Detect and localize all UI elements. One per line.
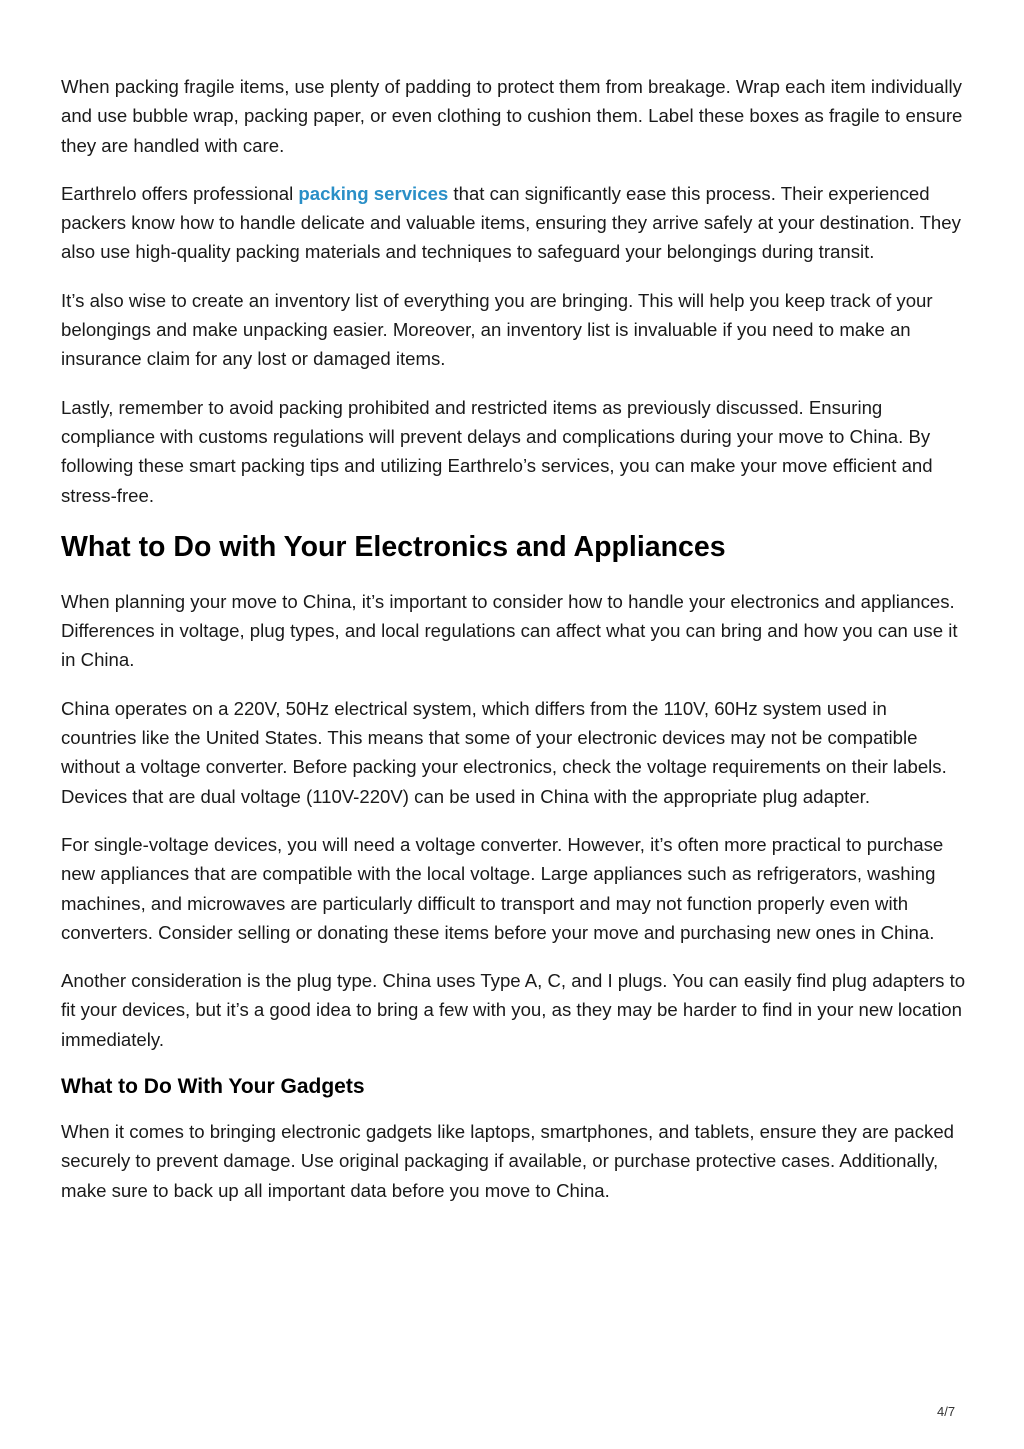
paragraph-voltage-system: China operates on a 220V, 50Hz electrical system, which differs from the 110V, 60Hz system used in countries like the United States. This means that some of your electronic devices may not be compatible without a voltage converter. Before packing your electronics, check the voltage requirements on their labels. Devices that are dual voltage (110V-220V) can be used in China with the appropriate plug adapter. bbox=[61, 697, 947, 807]
paragraph-earthrelo-text-before: Earthrelo offers professional bbox=[61, 182, 299, 204]
paragraph-fragile-items: When packing fragile items, use plenty of padding to protect them from breakage. Wrap each item individually and use bubble wrap, packing paper, or even clothing to cushion them. Label these boxes as fragile to ensure they are handled with care. bbox=[61, 76, 963, 156]
document-page bbox=[61, 72, 966, 1224]
paragraph-electronics-intro: When planning your move to China, it’s important to consider how to handle your electronics and appliances. Differences in voltage, plug types, and local regulations can affect what you can bring and how you can use it in China. bbox=[61, 590, 958, 671]
paragraph-inventory-list: It’s also wise to create an inventory list of everything you are bringing. This will help you keep track of your belongings and make unpacking easier. Moreover, an inventory list is invaluable if you need to make an insurance claim for any lost or damaged items. bbox=[61, 289, 933, 370]
paragraph-prohibited-items: Lastly, remember to avoid packing prohibited and restricted items as previously discussed. Ensuring compliance with customs regulations will prevent delays and complications during your move to China. By following these smart packing tips and utilizing Earthrelo’s services, you can make your move efficient and stress-free. bbox=[61, 396, 933, 506]
paragraph-earthrelo-text-after: that can significantly ease this process. Their experienced packers know how to handle delicate and valuable items, ensuring they arrive safely at your destination. They also use high-quality packing materials and techniques to safeguard your belongings during transit. bbox=[61, 182, 961, 263]
paragraph-gadgets: When it comes to bringing electronic gadgets like laptops, smartphones, and tablets, ensure they are packed securely to prevent damage. Use original packaging if available, or purchase protective cases. Additionally, make sure to back up all important data before you move to China. bbox=[61, 1121, 955, 1201]
heading-electronics-appliances: What to Do with Your Electronics and Appliances bbox=[61, 530, 726, 563]
packing-services-link[interactable]: packing services bbox=[298, 182, 449, 204]
paragraph-earthrelo-services bbox=[61, 179, 966, 267]
paragraph-plug-type: Another consideration is the plug type. China uses Type A, C, and I plugs. You can easily find plug adapters to fit your devices, but it’s a good idea to bring a few with you, as they may be harder to find in your new location immediately. bbox=[61, 970, 966, 1050]
page-number: 4/7 bbox=[937, 1404, 956, 1419]
paragraph-single-voltage: For single-voltage devices, you will need a voltage converter. However, it’s often more practical to purchase new appliances that are compatible with the local voltage. Large appliances such as refrigerators, washing machines, and microwaves are particularly difficult to transport and may not function properly even with converters. Consider selling or donating these items before your move and purchasing new ones in China. bbox=[61, 833, 944, 943]
heading-gadgets: What to Do With Your Gadgets bbox=[61, 1075, 365, 1099]
